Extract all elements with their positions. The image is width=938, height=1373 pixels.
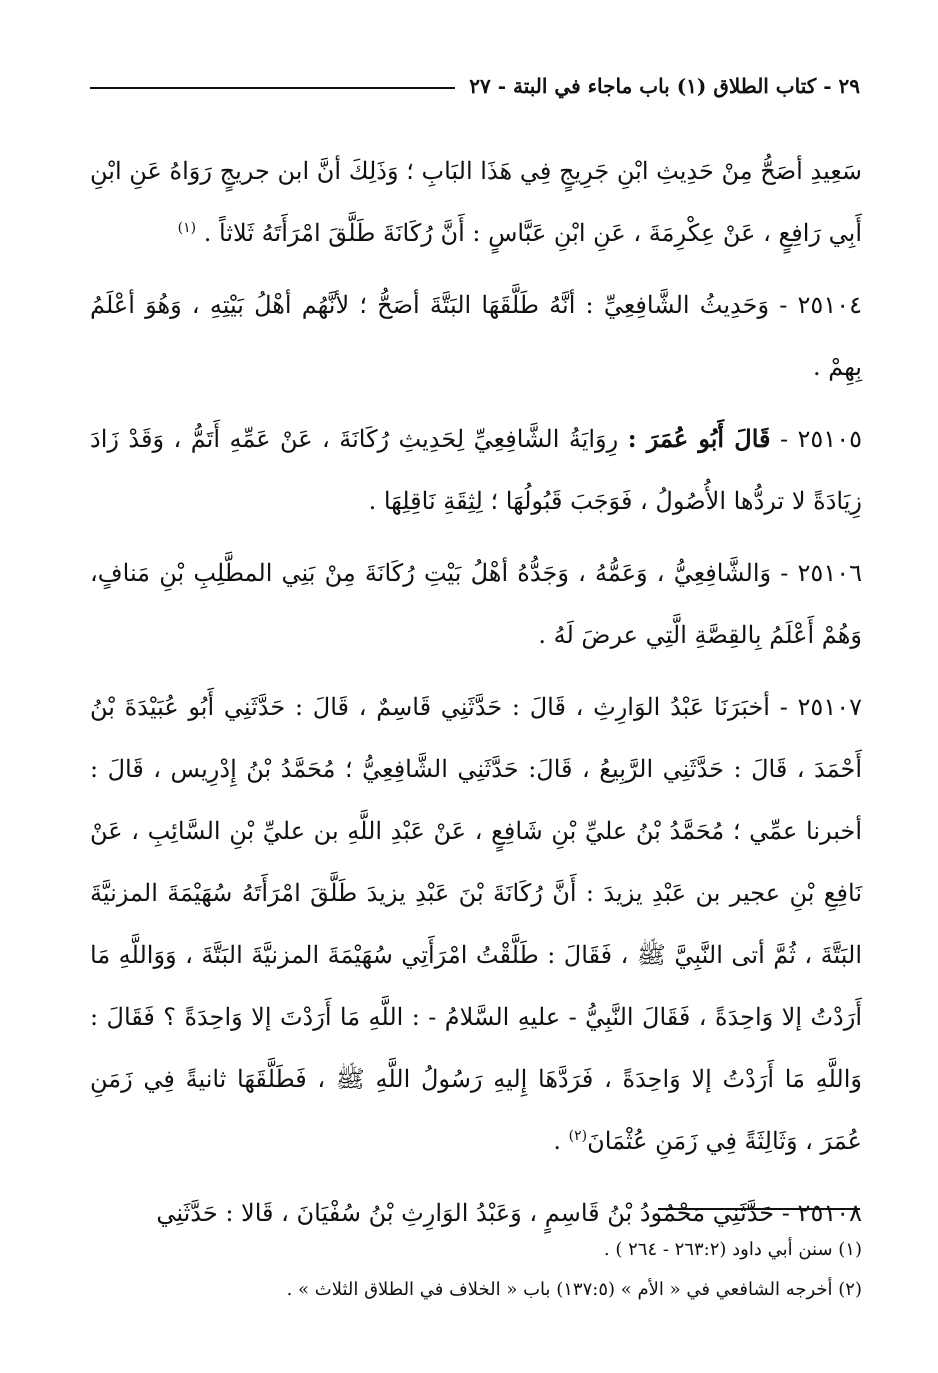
footnote: (١) سنن أبي داود (٢٦٣:٢ - ٢٦٤ ) . (603, 1239, 862, 1260)
footnote-ref: (١) (177, 220, 197, 236)
paragraph-text: أخبَرَنَا عَبْدُ الوَارِثِ ، قَالَ : حَدَّثَنِي قَاسِمٌ ، قَالَ : حَدَّثَنِي أَبُو عُبَيْدَةَ بْنُ أَحْمَدَ ، قَالَ : حَدَّثَنِي الرَّبِيعُ ، قَالَ: حَدَّثَنِي الشَّافِعِيُّ ؛ مُحَمَّدُ بْنُ إِدْرِيس ، قَالَ : أخبرنا عمِّي ؛ مُحَمَّدُ بْنُ عليِّ بْنِ شَافِعٍ ، عَنْ عَبْدِ اللَّهِ بن عليِّ بْنِ السَّائِبِ ، عَنْ نَافِعِ بْنِ عجير بن عَبْدِ يزيدَ : أَنَّ رُكَانَةَ بْنَ عَبْدِ يزيدَ طَلَّقَ امْرَأَتَهُ سُهَيْمَةَ المزنيَّةَ البَتَّةَ ، ثُمَّ أتى النَّبِيَّ ﷺ ، فَقَالَ : طَلَّقْتُ امْرَأَتِي سُهَيْمَةَ المزنيَّةَ البَتَّةَ ، وَوَاللَّهِ مَا أَرَدْتُ إلا وَاحِدَةً ، فَقَالَ النَّبِيُّ - عليهِ السَّلامُ - : اللَّهِ مَا أَرَدْتَ إلا وَاحِدَةً ؟ فَقَالَ : وَاللَّهِ مَا أَرَدْتُ إلا وَاحِدَةً ، فَرَدَّهَا إِليهِ رَسُولُ اللَّهِ ﷺ ، فَطَلَّقَهَا ثانيةً فِي زَمَنِ عُمَرَ ، وَثَالِثَةً فِي زَمَنِ عُثْمَانَ (90, 693, 862, 1155)
paragraph (90, 274, 862, 398)
paragraph: ٢٥١٠٧ - أخبَرَنَا عَبْدُ الوَارِثِ ، قَالَ : حَدَّثَنِي قَاسِمٌ ، قَالَ : حَدَّثَنِي أَبُو عُبَيْدَةَ بْنُ أَحْمَدَ ، قَالَ : حَدَّثَنِي الرَّبِيعُ ، قَالَ: حَدَّثَنِي الشَّافِعِيُّ ؛ مُحَمَّدُ بْنُ إِدْرِيس ، قَالَ : أخبرنا عمِّي ؛ مُحَمَّدُ بْنُ عليِّ بْنِ شَافِعٍ ، عَنْ عَبْدِ اللَّهِ بن عليِّ بْنِ السَّائِبِ ، عَنْ نَافِعِ بْنِ عجير بن عَبْدِ يزيدَ : أَنَّ رُكَانَةَ بْنَ عَبْدِ يزيدَ طَلَّقَ امْرَأَتَهُ سُهَيْمَةَ المزنيَّةَ البَتَّةَ ، ثُمَّ أتى النَّبِيَّ ﷺ ، فَقَالَ : طَلَّقْتُ امْرَأَتِي سُهَيْمَةَ المزنيَّةَ البَتَّةَ ، وَوَاللَّهِ مَا أَرَدْتُ إلا وَاحِدَةً ، فَقَالَ النَّبِيُّ - عليهِ السَّلامُ - : اللَّهِ مَا أَرَدْتَ إلا وَاحِدَةً ؟ فَقَالَ : وَاللَّهِ مَا أَرَدْتُ إلا وَاحِدَةً ، فَرَدَّهَا إِليهِ رَسُولُ اللَّهِ ﷺ ، فَطَلَّقَهَا ثانيةً فِي زَمَنِ عُمَرَ ، وَثَالِثَةً فِي زَمَنِ عُثْمَانَ$^{(٢)}$ . (90, 693, 862, 1155)
footnote-ref: (٢) (568, 1128, 588, 1144)
paragraph-number: ٢٥١٠٦ - (780, 559, 862, 587)
speaker-label: قَالَ أَبُو عُمَرَ : (627, 424, 771, 453)
paragraph-text: سَعِيدِ أصَحُّ مِنْ حَدِيثِ ابْنِ جَرِيجٍ فِي هَذَا البَابِ ؛ وَذَلِكَ أنَّ ابن جريجٍ رَوَاهُ عَنِ ابْنِ أَبِي رَافِعٍ ، عَنْ عِكْرِمَةَ ، عَنِ ابْنِ عَبَّاسٍ : أَنَّ رُكَانَةَ طَلَّقَ امْرَأَتَهُ ثَلاثاً . (90, 157, 862, 247)
footnote-rule (658, 1208, 860, 1210)
paragraph-number: ٢٥١٠٧ - (779, 693, 862, 721)
running-header (90, 66, 860, 106)
paragraph-text: رِوَايَةُ الشَّافِعِيِّ لِحَدِيثِ رُكَانَةَ ، عَنْ عَمِّهِ أَتَمُّ ، وَقَدْ زَادَ زِيَادَةً لا تردُّها الأُصُولُ ، فَوَجَبَ قَبُولُهَا ؛ لِثِقَةِ نَاقِلِهَا . (90, 425, 862, 515)
paragraph-number: ٢٥١٠٤ - (779, 291, 862, 319)
paragraph-text: وَالشَّافِعِيُّ ، وَعَمُّهُ ، وَجَدُّهُ أهْلُ بَيْتِ رُكَانَةَ مِنْ بَنِي المطَّلِبِ بْنِ مَنافٍ، وَهُمْ أَعْلَمُ بِالقِصَّةِ الَّتِي عرضَ لَهُ . (90, 559, 862, 649)
running-title: ٢٩ - كتاب الطلاق (١) باب ماجاء في البتة - ٢٧ (469, 74, 860, 98)
paragraph-text: وَحَدِيثُ الشَّافِعِيِّ : أنَّهُ طَلَّقَهَا البَتَّةَ أصَحُّ ؛ لأنَّهُم أهْلُ بَيْتِهِ ، وَهُوَ أعْلَمُ بِهِمْ . (90, 291, 862, 381)
footnotes (90, 1230, 862, 1310)
header-rule (90, 87, 455, 89)
paragraph-text: حَدَّثَنِي مَحْمُودُ بْنُ قَاسِمٍ ، وَعَبْدُ الوَارِثِ بْنُ سُفْيَانَ ، قَالا : حَدَّثَنِي (156, 1199, 775, 1227)
paragraph-number: ٢٥١٠٨ - (781, 1199, 862, 1227)
footnote: (٢) أخرجه الشافعي في « الأم » (١٣٧:٥) باب « الخلاف في الطلاق الثلاث » . (286, 1279, 862, 1300)
main-text (90, 140, 862, 1254)
paragraph (90, 542, 862, 666)
paragraph (90, 408, 862, 532)
paragraph (90, 140, 862, 264)
paragraph-number: ٢٥١٠٥ - (779, 425, 862, 453)
